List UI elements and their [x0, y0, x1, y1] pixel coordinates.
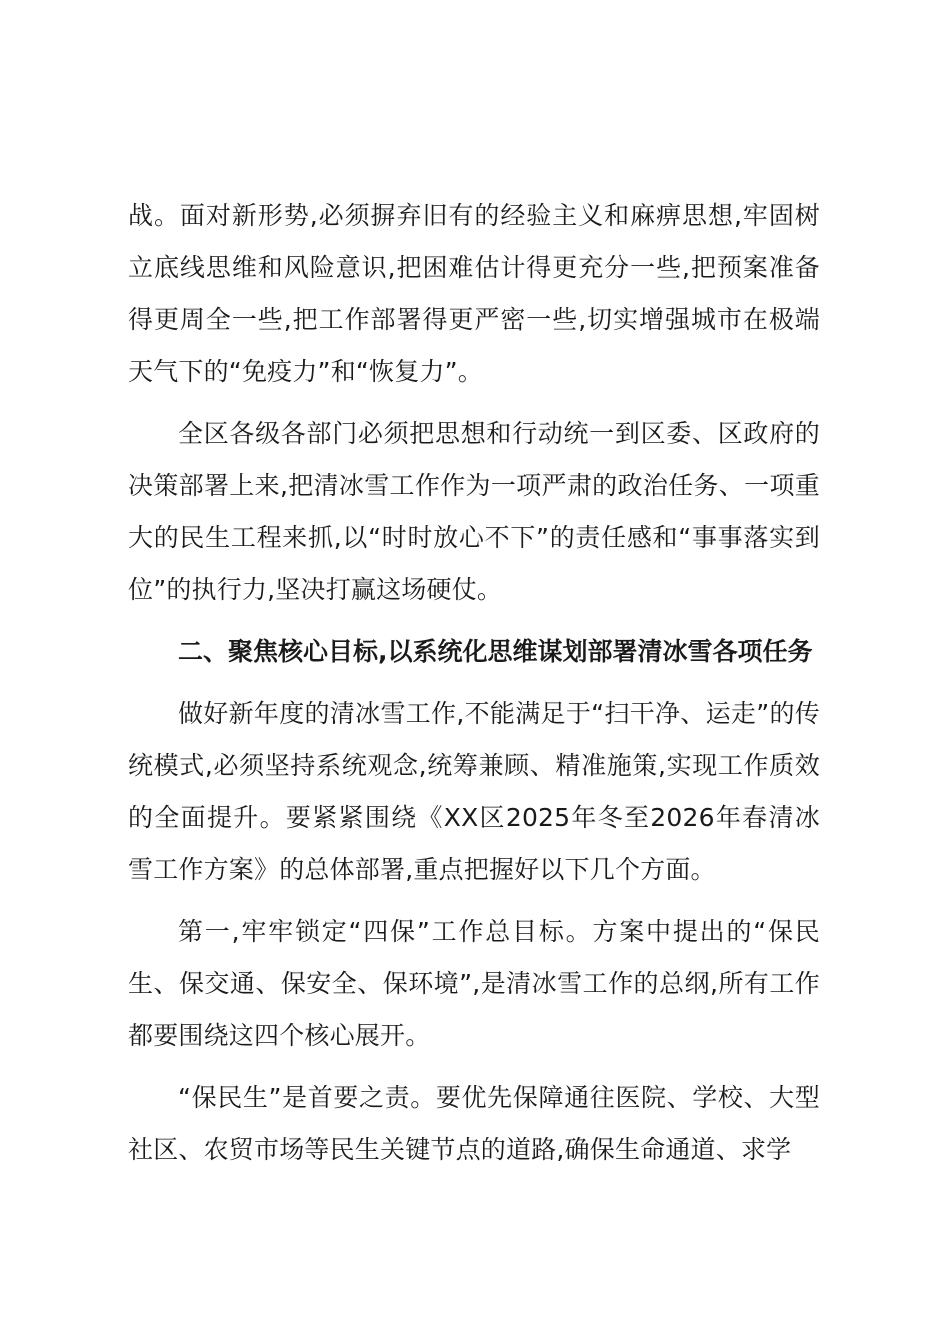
paragraph-four-goals: 第一,牢牢锁定“四保”工作总目标。方案中提出的“保民生、保交通、保安全、保环境”,是清冰雪工作的总纲,所有工作都要围绕这四个核心展开。 — [128, 917, 820, 1050]
section-heading-2: 二、聚焦核心目标,以系统化思维谋划部署清冰雪各项任务 — [178, 637, 813, 666]
paragraph-system-thinking: 做好新年度的清冰雪工作,不能满足于“扫干净、运走”的传统模式,必须坚持系统观念,统筹兼顾、精准施策,实现工作质效的全面提升。要紧紧围绕《XX区2025年冬至2026年春清冰雪工作方案》的总体部署,重点把握好以下几个方面。 — [128, 699, 820, 884]
paragraph-continued: 战。面对新形势,必须摒弃旧有的经验主义和麻痹思想,牢固树立底线思维和风险意识,把困难估计得更充分一些,把预案准备得更周全一些,把工作部署得更严密一些,切实增强城市在极端天气下的“免疫力”和“恢复力”。 — [128, 201, 820, 386]
paragraph-livelihood: “保民生”是首要之责。要优先保障通往医院、学校、大型社区、农贸市场等民生关键节点的道路,确保生命通道、求学 — [128, 1083, 820, 1164]
document-body — [128, 190, 820, 1186]
paragraph-unified-action: 全区各级各部门必须把思想和行动统一到区委、区政府的决策部署上来,把清冰雪工作作为一项严肃的政治任务、一项重大的民生工程来抓,以“时时放心不下”的责任感和“事事落实到位”的执行力,坚决打赢这场硬仗。 — [128, 419, 820, 604]
